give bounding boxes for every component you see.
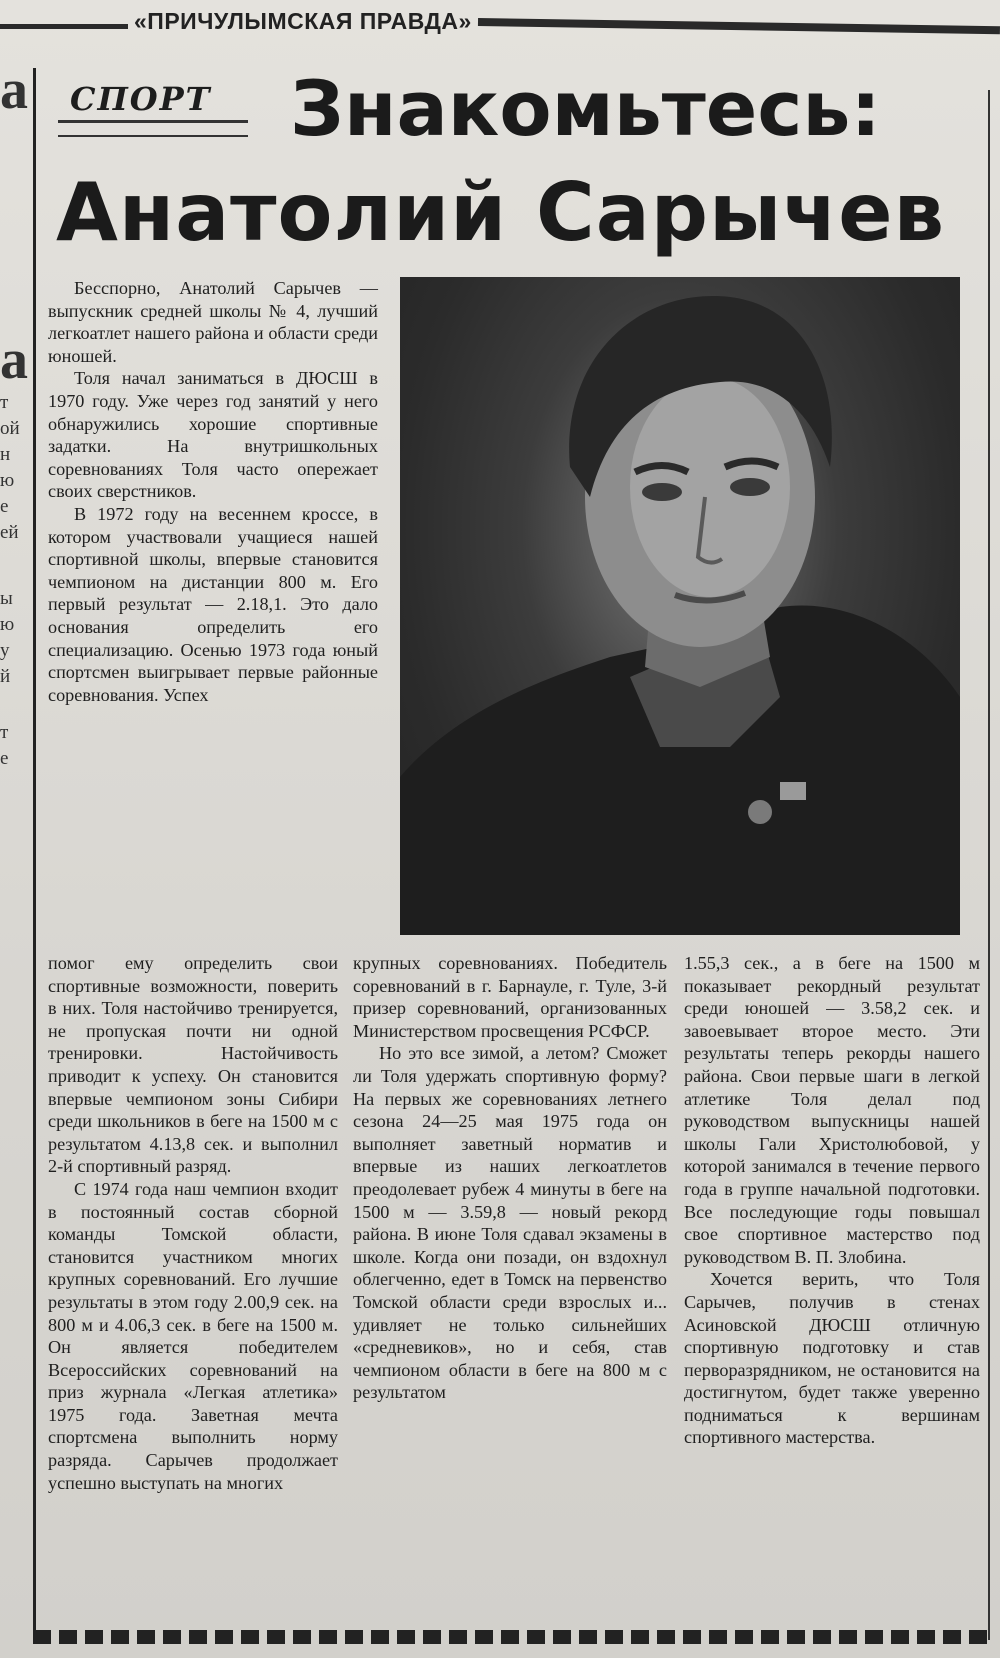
portrait-photo-icon [400,277,960,935]
bottom-border [33,1630,993,1644]
fragment-text: е [0,748,9,769]
article-paragraph: Но это все зимой, а летом? Сможет ли Толя удержать спортивную форму? На первых же соревнованиях летнего сезона 24—25 мая 1975 года он выполняет заветный норматив и впервые из наших легкоатлетов преодолевает рубеж 4 минуты в беге на 1500 м — 3.59,8 — новый рекорд района. В июне Толя сдавал экзамены в школе. Когда они позади, он вздохнул облегченно, едет в Томск на первенство Томской области среди взрослых и... удивляет не только сильнейших «средневиков», но и себя, став чемпионом области в беге на 800 м с результатом [353,1043,667,1403]
fragment-letter: а [0,329,28,391]
fragment-text: ю [0,614,15,635]
fragment-letter: а [0,60,28,121]
article-column-3 [684,952,980,1449]
article-paragraph: помог ему определить свои спортивные возможности, поверить в них. Толя настойчиво тренируется, не пропуская почти ни одной тренировки. Настойчивость приводит к успеху. Он становится впервые чемпионом зоны Сибири среди школьников в беге на 1500 м с результатом 4.13,8 сек. и выполнил 2-й спортивный разряд. [48,953,338,1177]
section-rubric [58,80,248,134]
article-paragraph: 1.55,3 сек., а в беге на 1500 м показывает рекордный результат среди юношей — 3.58,2 сек. и завоевывает второе место. Эти результаты теперь рекорды нашего района. Свои первые шаги в легкой атлетике Толя делал под руководством выпускницы нашей школы Гали Христолюбовой, у которой занимался в течение первого года в группе начальной подготовки. Все последующие годы повышал свое спортивное мастерство под руководством В. П. Злобина. [684,953,980,1267]
newspaper-name: «ПРИЧУЛЫМСКАЯ ПРАВДА» [134,8,472,34]
article-column-1-continued [48,952,338,1494]
masthead-rule-right [478,18,1000,34]
masthead-rule-left [0,24,128,29]
article-paragraph: В 1972 году на весеннем кроссе, в котором участвовали учащиеся нашей спортивной школы, впервые становится чемпионом на дистанции 800 м. Его первый результат — 2.18,1. Это дало основания определить его специализацию. Осенью 1973 года юный спортсмен выигрывает первые районные соревнования. Успех [48,503,378,705]
fragment-text: т [0,722,9,743]
column-rule-right [988,90,990,1640]
article-paragraph: Хочется верить, что Толя Сарычев, получив в стенах Асиновской ДЮСШ отличную спортивную подготовку и став перворазрядником, не остановится на достигнутом, будет также уверенно подниматься к вершинам спортивного мастерства. [684,1269,980,1448]
article-paragraph: Толя начал заниматься в ДЮСШ в 1970 году. Уже через год занятий у него обнаружились хорошие спортивные задатки. На внутришкольных соревнованиях Толя часто опережает своих сверстников. [48,368,378,502]
column-rule-left [33,68,36,1636]
fragment-text: т [0,392,9,413]
fragment-text: у [0,640,10,661]
adjacent-column-fragment [0,60,28,820]
masthead [0,6,1000,40]
portrait-photo [400,277,960,935]
headline-line-1: Знакомьтесь: [290,64,881,153]
fragment-text: ю [0,470,15,491]
article-column-1 [48,277,378,706]
fragment-text: е [0,496,9,517]
article-paragraph: Бесспорно, Анатолий Сарычев — выпускник средней школы № 4, лучший легкоатлет нашего района и области среди юношей. [48,278,378,366]
article-column-2 [353,952,667,1404]
fragment-text: ой [0,418,20,439]
rubric-underline [58,120,248,137]
rubric-label: СПОРТ [70,80,212,118]
headline-line-2: Анатолий Сарычев [56,166,946,259]
article-paragraph: С 1974 года наш чемпион входит в постоянный состав сборной команды Томской области, становится участником многих крупных соревнований. Его лучшие результаты в этом году 2.00,9 сек. на 800 м и 4.06,3 сек. в беге на 1500 м. Он является победителем Всероссийских соревнований на приз журнала «Легкая атлетика» 1975 года. Заветная мечта спортсмена выполнить норму разряда. Сарычев продолжает успешно выступать на многих [48,1178,338,1493]
fragment-text: ы [0,588,13,609]
fragment-text: й [0,666,11,687]
fragment-text: ей [0,522,19,543]
article-paragraph: крупных соревнованиях. Победитель соревнований в г. Барнауле, г. Туле, 3-й призер соревнований, организованных Министерством просвещения РСФСР. [353,953,667,1041]
fragment-text: н [0,444,11,465]
